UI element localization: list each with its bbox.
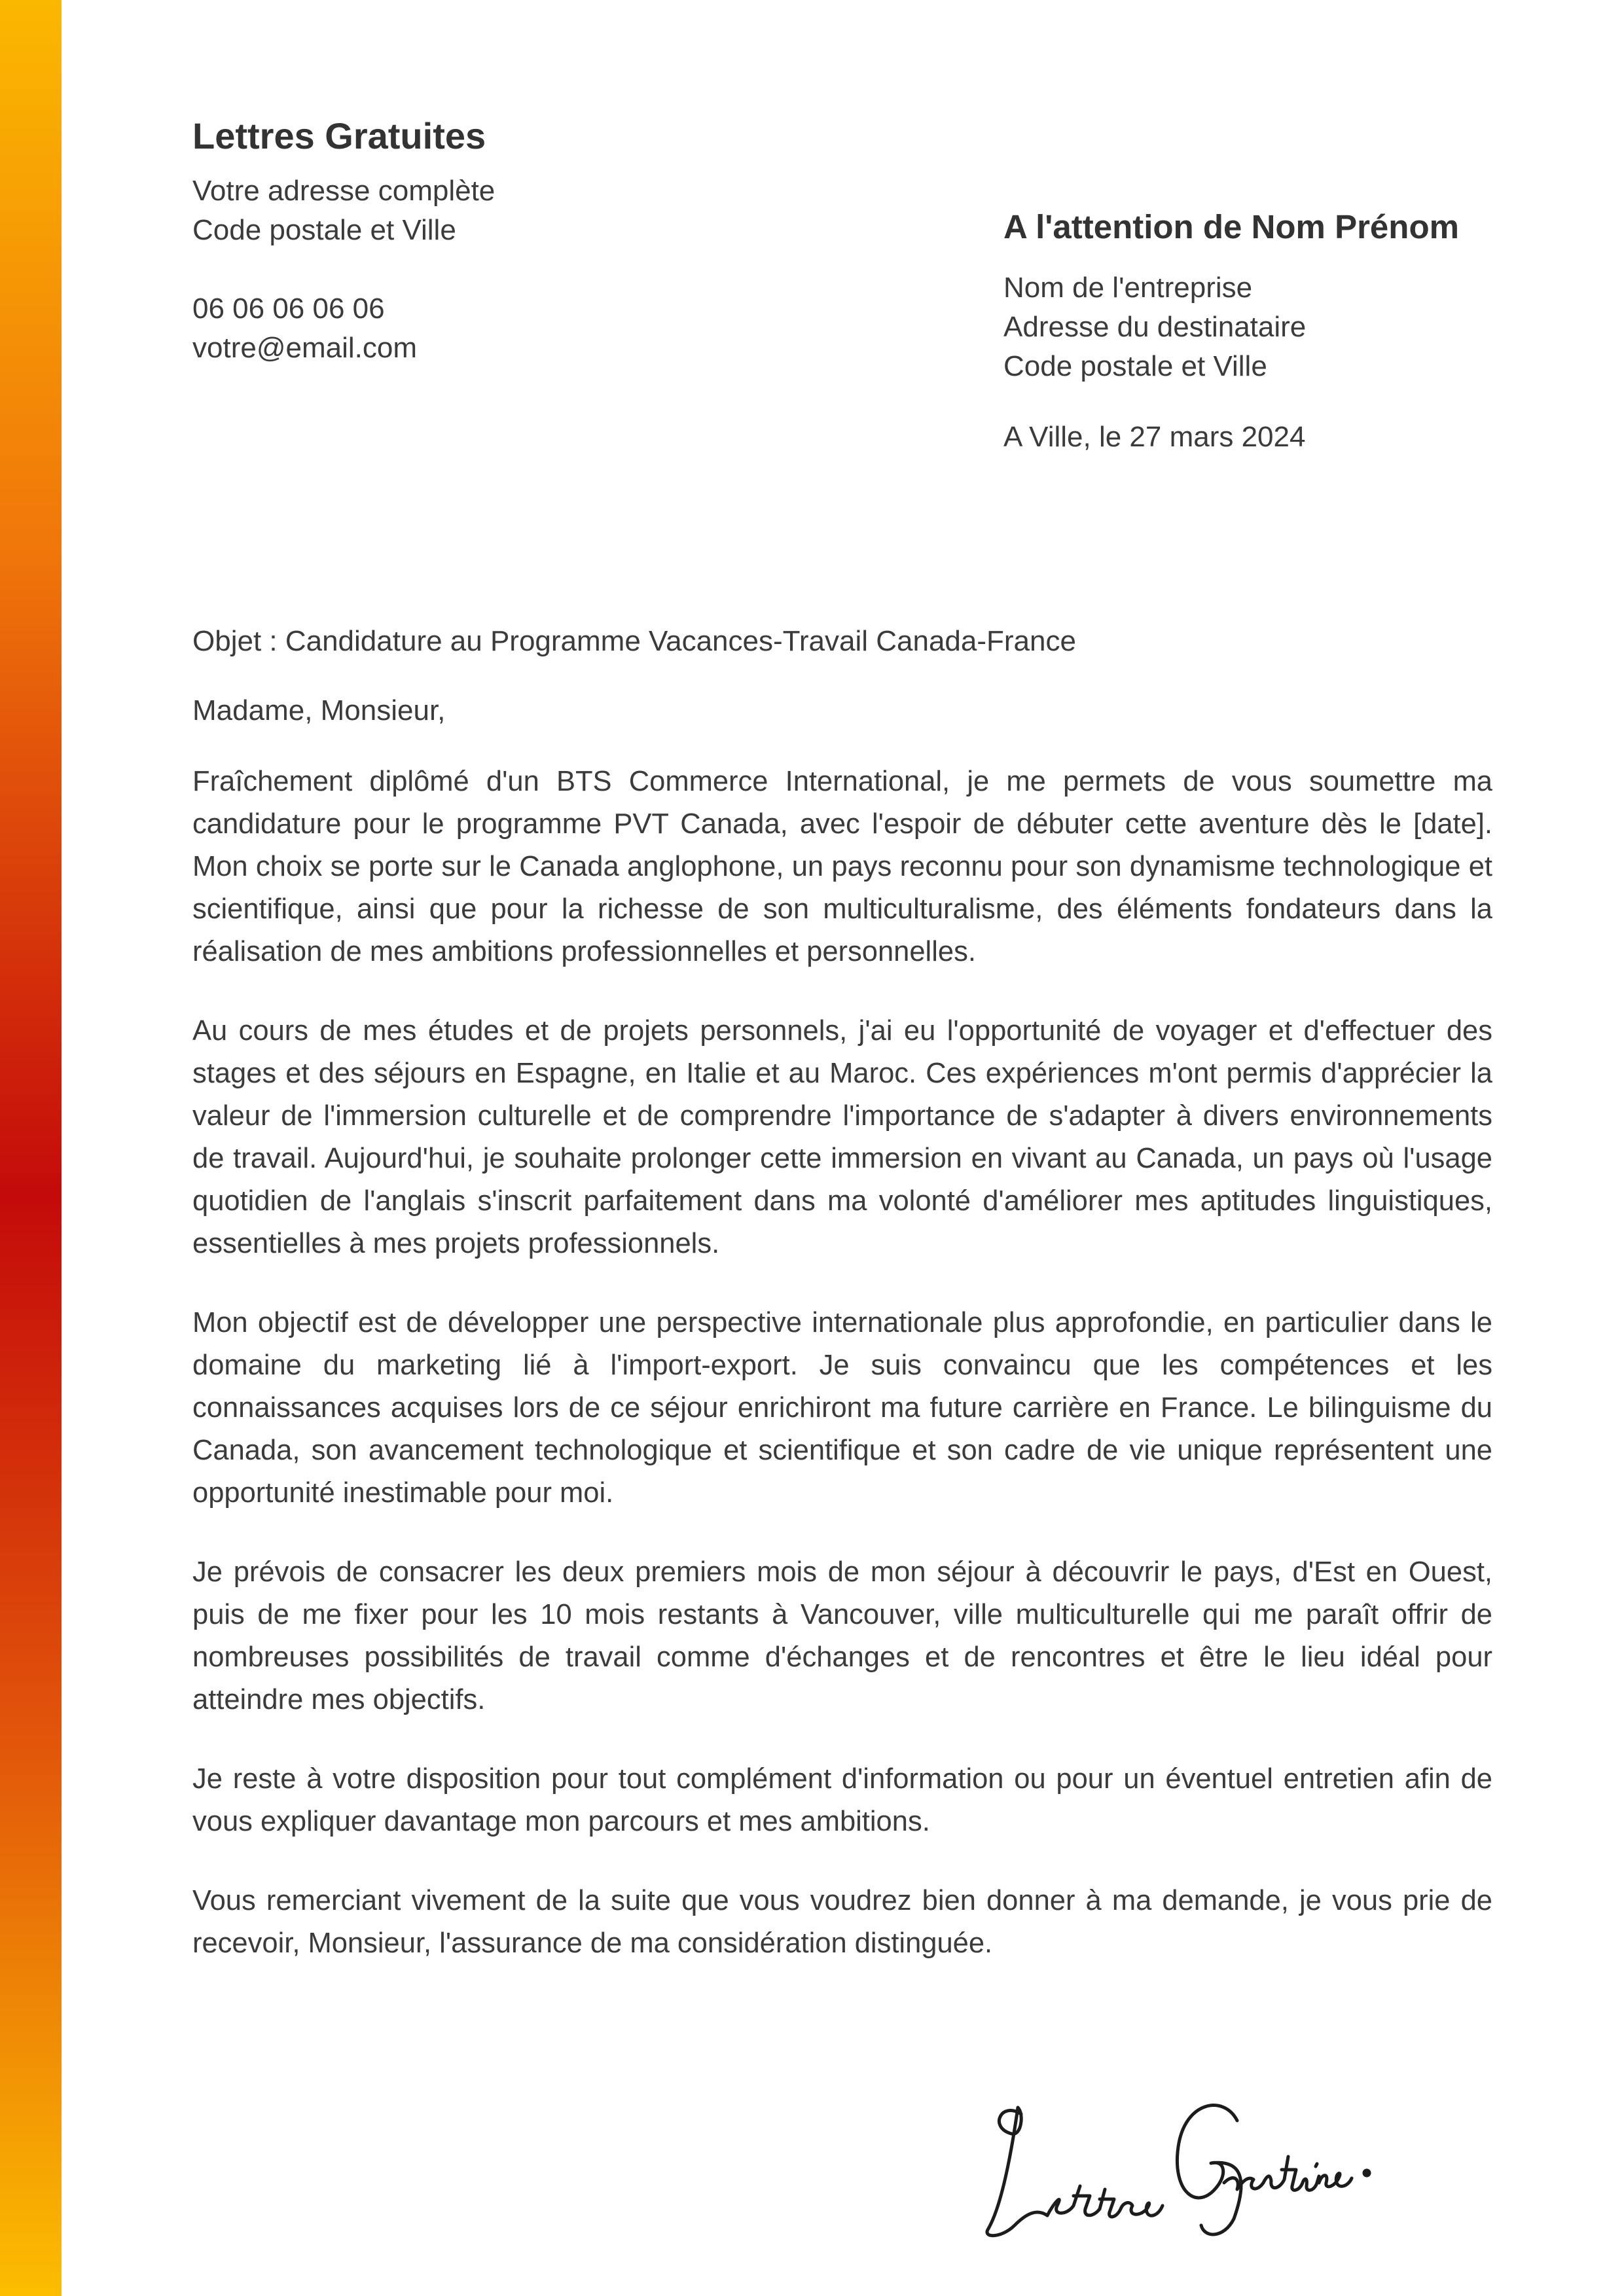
letter-body bbox=[192, 622, 1492, 2001]
recipient-block bbox=[1003, 204, 1593, 457]
sender-phone: 06 06 06 06 06 bbox=[192, 293, 385, 325]
decorative-gradient-bar bbox=[0, 0, 62, 2296]
sender-address: Votre adresse complète bbox=[192, 175, 496, 207]
letter-paragraph: Je reste à votre disposition pour tout complément d'information ou pour un éventuel entretien afin de vous expliquer davantage mon parcours et mes ambitions. bbox=[192, 1763, 1492, 1837]
letter-subject: Objet : Candidature au Programme Vacances-Travail Canada-France bbox=[192, 625, 1076, 657]
recipient-attention: A l'attention de Nom Prénom bbox=[1003, 208, 1459, 245]
letter-paragraph: Je prévois de consacrer les deux premiers mois de mon séjour à découvrir le pays, d'Est en Ouest, puis de me fixer pour les 10 mois restants à Vancouver, ville multiculturelle qui me paraît offrir de nombreuses possibilités de travail comme d'échanges et de rencontres et être le lieu idéal pour atteindre mes objectifs. bbox=[192, 1556, 1492, 1715]
sender-city: Code postale et Ville bbox=[192, 214, 456, 246]
sender-email: votre@email.com bbox=[192, 332, 417, 364]
handwritten-signature bbox=[975, 2075, 1381, 2245]
sender-block bbox=[192, 110, 782, 368]
recipient-address: Adresse du destinataire bbox=[1003, 311, 1307, 343]
recipient-company: Nom de l'entreprise bbox=[1003, 272, 1253, 304]
letter-paragraph: Fraîchement diplômé d'un BTS Commerce International, je me permets de vous soumettre ma candidature pour le programme PVT Canada, avec l'espoir de débuter cette aventure dès le [date]. Mon choix se porte sur le Canada anglophone, un pays reconnu pour son dynamisme technologique et scientifique, ainsi que pour la richesse de son multiculturalisme, des éléments fondateurs dans la réalisation de mes ambitions professionnelles et personnelles. bbox=[192, 766, 1492, 967]
letter-paragraph: Au cours de mes études et de projets personnels, j'ai eu l'opportunité de voyager et d'effectuer des stages et des séjours en Espagne, en Italie et au Maroc. Ces expériences m'ont permis d'apprécier la valeur de l'immersion culturelle et de comprendre l'importance de s'adapter à divers environnements de travail. Aujourd'hui, je souhaite prolonger cette immersion en vivant au Canada, un pays où l'usage quotidien de l'anglais s'inscrit parfaitement dans ma volonté d'améliorer mes aptitudes linguistiques, essentielles à mes projets professionnels. bbox=[192, 1015, 1492, 1259]
letter-paragraph: Vous remerciant vivement de la suite que vous voudrez bien donner à ma demande, je vous prie de recevoir, Monsieur, l'assurance de ma considération distinguée. bbox=[192, 1885, 1492, 1959]
recipient-city: Code postale et Ville bbox=[1003, 350, 1267, 382]
letter-date: A Ville, le 27 mars 2024 bbox=[1003, 421, 1306, 453]
letter-salutation: Madame, Monsieur, bbox=[192, 694, 446, 726]
letter-paragraph: Mon objectif est de développer une perspective internationale plus approfondie, en particulier dans le domaine du marketing lié à l'import-export. Je suis convaincu que les compétences et les connaissances acquises lors de ce séjour enrichiront ma future carrière en France. Le bilinguisme du Canada, son avancement technologique et scientifique et son cadre de vie unique représentent une opportunité inestimable pour moi. bbox=[192, 1307, 1492, 1509]
sender-name: Lettres Gratuites bbox=[192, 115, 486, 156]
